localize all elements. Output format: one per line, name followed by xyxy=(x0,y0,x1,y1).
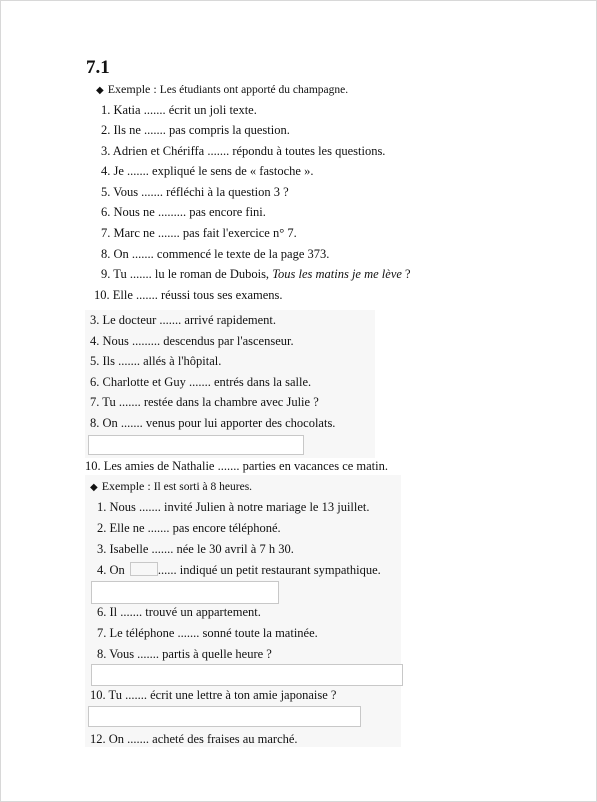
item-end: ...... indiqué un petit restaurant sympathique. xyxy=(157,563,381,577)
exercise-item: 1. Nous ....... invité Julien à notre mariage le 13 juillet. xyxy=(97,500,370,514)
exercise-item: 6. Il ....... trouvé un appartement. xyxy=(97,605,261,619)
exercise-item: 7. Marc ne ....... pas fait l'exercice n° 7. xyxy=(101,226,297,240)
exercise-item: 3. Le docteur ....... arrivé rapidement. xyxy=(90,313,277,327)
example-text: Les étudiants ont apporté du champagne. xyxy=(159,84,349,96)
exercise-item: 2. Elle ne ....... pas encore téléphoné. xyxy=(97,521,281,535)
exercise-item-4 xyxy=(97,562,381,578)
exercise-item: 3. Adrien et Chériffa ....... répondu à toutes les questions. xyxy=(101,144,386,158)
exercise-item: 5. Ils ....... allés à l'hôpital. xyxy=(90,354,222,368)
exercise-item: 10. Tu ....... écrit une lettre à ton amie japonaise ? xyxy=(90,688,337,702)
exercise-item: 8. Vous ....... partis à quelle heure ? xyxy=(97,647,272,661)
exercise-item: 8. On ....... commencé le texte de la page 373. xyxy=(101,247,330,261)
example-line-2 xyxy=(90,478,252,496)
diamond-bullet-icon: ◆ xyxy=(96,85,104,96)
item-text: 9. Tu ....... lu le roman de Dubois, xyxy=(101,267,273,281)
example-label: Exemple : xyxy=(107,82,157,96)
blank-answer-box xyxy=(88,706,361,727)
diamond-bullet-icon: ◆ xyxy=(90,482,98,493)
exercise-item: 6. Charlotte et Guy ....... entrés dans la salle. xyxy=(90,375,312,389)
exercise-item: 6. Nous ne ......... pas encore fini. xyxy=(101,205,266,219)
blank-answer-box xyxy=(91,664,403,686)
exercise-item-9 xyxy=(101,266,411,282)
example-text: Il est sorti à 8 heures. xyxy=(153,481,253,493)
section-title: 7.1 xyxy=(86,57,110,78)
exercise-item: 10. Elle ....... réussi tous ses examens. xyxy=(94,288,283,302)
book-title: Tous les matins je me lève xyxy=(272,267,402,281)
exercise-item: 8. On ....... venus pour lui apporter des chocolats. xyxy=(90,416,336,430)
example-line-1 xyxy=(96,81,348,99)
exercise-item: 3. Isabelle ....... née le 30 avril à 7 h 30. xyxy=(97,542,294,556)
inline-answer-box xyxy=(130,562,158,576)
exercise-item: 5. Vous ....... réfléchi à la question 3 ? xyxy=(101,185,289,199)
example-label: Exemple : xyxy=(101,479,151,493)
exercise-item: 4. Je ....... expliqué le sens de « fastoche ». xyxy=(101,164,314,178)
blank-answer-box xyxy=(88,435,304,455)
exercise-item: 7. Tu ....... restée dans la chambre avec Julie ? xyxy=(90,395,319,409)
exercise-item: 1. Katia ....... écrit un joli texte. xyxy=(101,103,257,117)
item-text: 4. On xyxy=(97,563,128,577)
exercise-item: 12. On ....... acheté des fraises au marché. xyxy=(90,732,298,746)
exercise-item: 7. Le téléphone ....... sonné toute la matinée. xyxy=(97,626,318,640)
blank-answer-box xyxy=(91,581,279,604)
exercise-item: 10. Les amies de Nathalie ....... parties en vacances ce matin. xyxy=(85,459,389,473)
exercise-item: 4. Nous ......... descendus par l'ascenseur. xyxy=(90,334,294,348)
item-end: ? xyxy=(401,267,411,281)
exercise-item: 2. Ils ne ....... pas compris la question. xyxy=(101,123,290,137)
